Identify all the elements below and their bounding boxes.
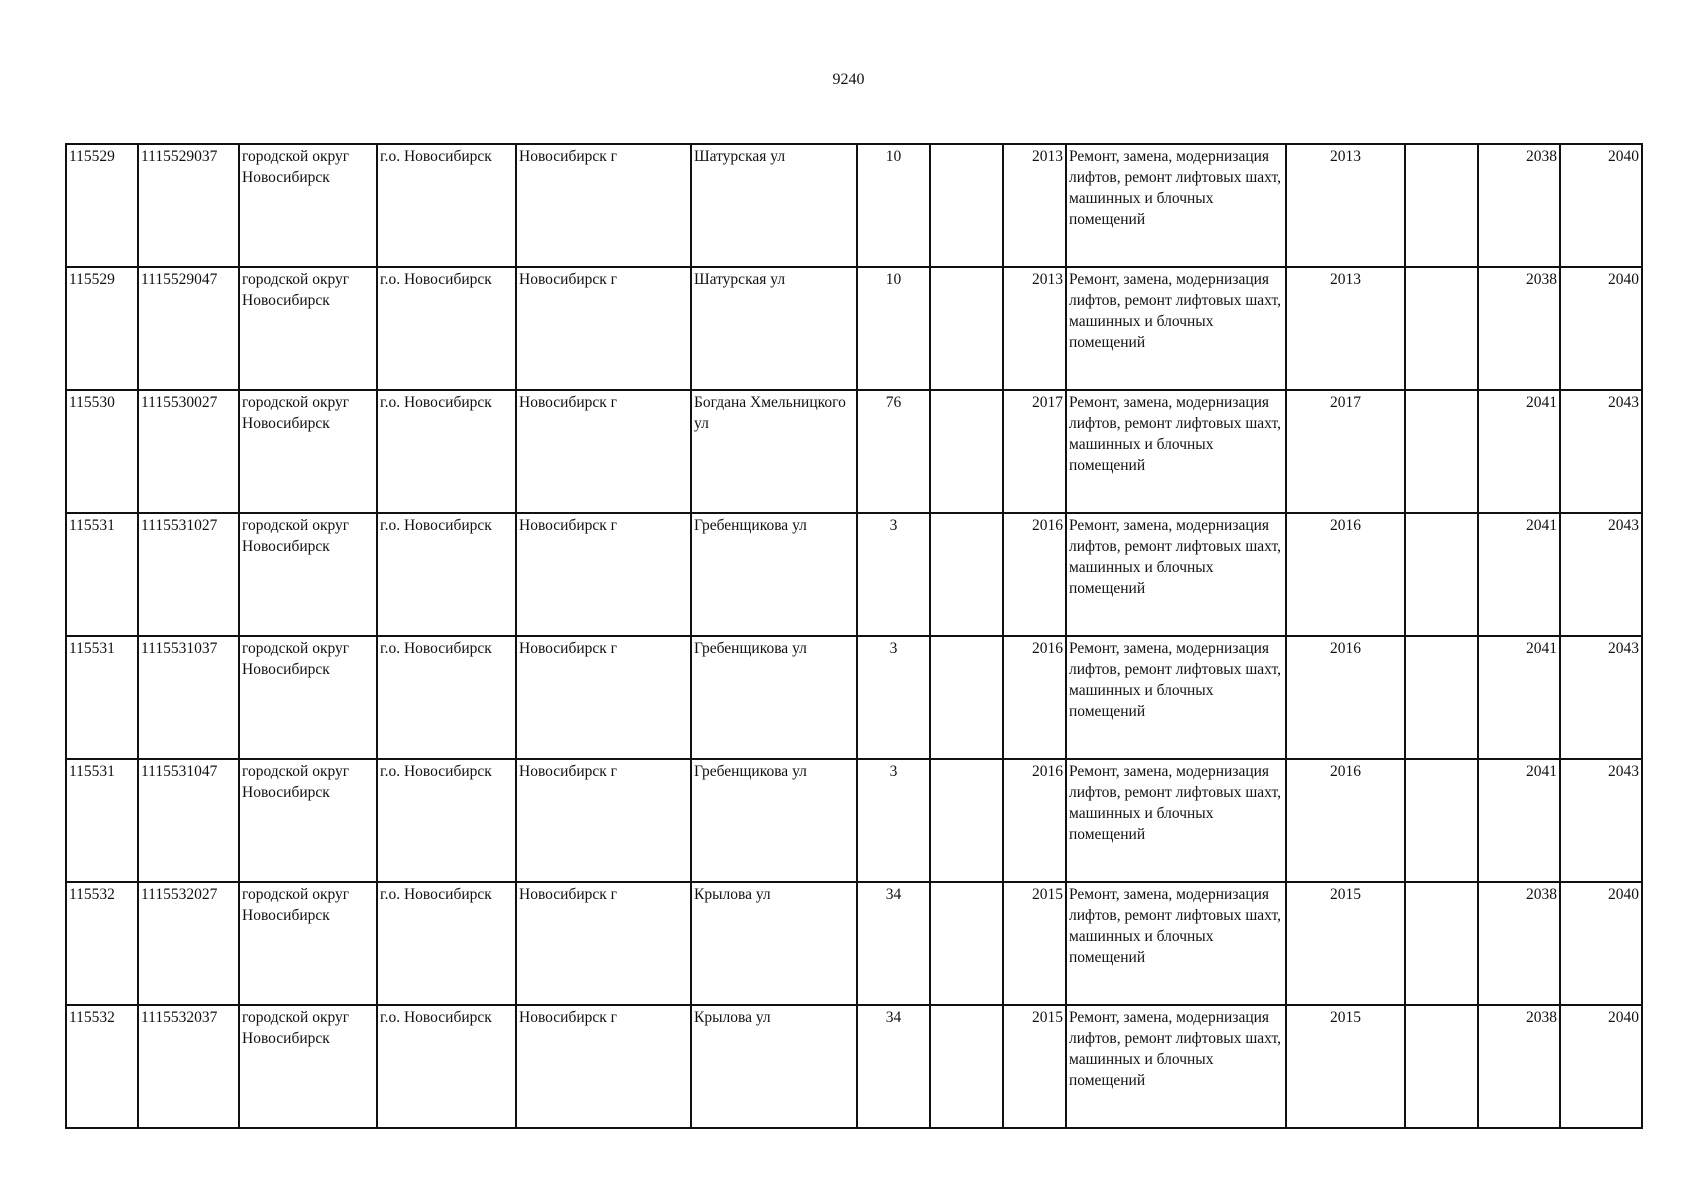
cell-blank xyxy=(1405,1005,1478,1128)
cell-id: 115529 xyxy=(66,144,138,267)
cell-extra xyxy=(930,636,1003,759)
registry-table-body xyxy=(66,144,1642,1128)
cell-code: 1115531037 xyxy=(138,636,239,759)
cell-street: Крылова ул xyxy=(691,1005,857,1128)
cell-blank xyxy=(1405,513,1478,636)
cell-city: Новосибирск г xyxy=(516,636,691,759)
cell-blank xyxy=(1405,390,1478,513)
cell-work: Ремонт, замена, модернизация лифтов, ремонт лифтовых шахт, машинных и блочных помещений xyxy=(1066,513,1286,636)
cell-year-last: 2016 xyxy=(1286,759,1405,882)
cell-house: 10 xyxy=(857,144,930,267)
cell-period-to: 2043 xyxy=(1560,759,1642,882)
cell-city: Новосибирск г xyxy=(516,759,691,882)
table-row xyxy=(66,1005,1642,1128)
cell-id: 115531 xyxy=(66,636,138,759)
cell-city: Новосибирск г xyxy=(516,1005,691,1128)
cell-period-from: 2038 xyxy=(1478,144,1560,267)
cell-period-from: 2041 xyxy=(1478,759,1560,882)
cell-district: г.о. Новосибирск xyxy=(377,390,516,513)
cell-year-last: 2017 xyxy=(1286,390,1405,513)
cell-year-built: 2015 xyxy=(1003,1005,1066,1128)
cell-municipality: городской округ Новосибирск xyxy=(239,144,377,267)
cell-district: г.о. Новосибирск xyxy=(377,1005,516,1128)
cell-year-last: 2013 xyxy=(1286,144,1405,267)
cell-period-to: 2043 xyxy=(1560,513,1642,636)
cell-year-built: 2015 xyxy=(1003,882,1066,1005)
cell-work: Ремонт, замена, модернизация лифтов, ремонт лифтовых шахт, машинных и блочных помещений xyxy=(1066,882,1286,1005)
table-row xyxy=(66,882,1642,1005)
cell-id: 115532 xyxy=(66,1005,138,1128)
cell-district: г.о. Новосибирск xyxy=(377,513,516,636)
cell-blank xyxy=(1405,144,1478,267)
cell-street: Шатурская ул xyxy=(691,267,857,390)
cell-year-built: 2016 xyxy=(1003,513,1066,636)
cell-district: г.о. Новосибирск xyxy=(377,882,516,1005)
cell-street: Гребенщикова ул xyxy=(691,636,857,759)
cell-year-built: 2016 xyxy=(1003,759,1066,882)
cell-code: 1115529037 xyxy=(138,144,239,267)
cell-extra xyxy=(930,267,1003,390)
table-row xyxy=(66,144,1642,267)
cell-house: 3 xyxy=(857,636,930,759)
cell-period-from: 2038 xyxy=(1478,267,1560,390)
cell-work: Ремонт, замена, модернизация лифтов, ремонт лифтовых шахт, машинных и блочных помещений xyxy=(1066,1005,1286,1128)
cell-district: г.о. Новосибирск xyxy=(377,636,516,759)
cell-municipality: городской округ Новосибирск xyxy=(239,390,377,513)
registry-table xyxy=(65,143,1643,1129)
page-number: 9240 xyxy=(832,71,865,88)
cell-house: 10 xyxy=(857,267,930,390)
cell-house: 3 xyxy=(857,513,930,636)
cell-house: 34 xyxy=(857,882,930,1005)
cell-house: 3 xyxy=(857,759,930,882)
cell-extra xyxy=(930,144,1003,267)
cell-extra xyxy=(930,513,1003,636)
cell-street: Богдана Хмельницкого ул xyxy=(691,390,857,513)
cell-city: Новосибирск г xyxy=(516,882,691,1005)
cell-year-built: 2017 xyxy=(1003,390,1066,513)
cell-code: 1115532037 xyxy=(138,1005,239,1128)
cell-street: Крылова ул xyxy=(691,882,857,1005)
cell-period-to: 2043 xyxy=(1560,390,1642,513)
cell-work: Ремонт, замена, модернизация лифтов, ремонт лифтовых шахт, машинных и блочных помещений xyxy=(1066,267,1286,390)
table-row xyxy=(66,513,1642,636)
table-row xyxy=(66,267,1642,390)
cell-blank xyxy=(1405,636,1478,759)
cell-blank xyxy=(1405,267,1478,390)
table-row xyxy=(66,636,1642,759)
cell-extra xyxy=(930,1005,1003,1128)
cell-id: 115532 xyxy=(66,882,138,1005)
cell-city: Новосибирск г xyxy=(516,390,691,513)
cell-code: 1115529047 xyxy=(138,267,239,390)
cell-code: 1115531047 xyxy=(138,759,239,882)
cell-year-last: 2015 xyxy=(1286,1005,1405,1128)
cell-street: Гребенщикова ул xyxy=(691,513,857,636)
cell-id: 115529 xyxy=(66,267,138,390)
cell-district: г.о. Новосибирск xyxy=(377,144,516,267)
cell-extra xyxy=(930,390,1003,513)
cell-period-from: 2038 xyxy=(1478,882,1560,1005)
cell-work: Ремонт, замена, модернизация лифтов, ремонт лифтовых шахт, машинных и блочных помещений xyxy=(1066,636,1286,759)
cell-house: 76 xyxy=(857,390,930,513)
cell-year-built: 2013 xyxy=(1003,144,1066,267)
cell-blank xyxy=(1405,882,1478,1005)
cell-blank xyxy=(1405,759,1478,882)
cell-municipality: городской округ Новосибирск xyxy=(239,1005,377,1128)
cell-municipality: городской округ Новосибирск xyxy=(239,759,377,882)
cell-period-to: 2040 xyxy=(1560,144,1642,267)
cell-extra xyxy=(930,759,1003,882)
cell-year-built: 2013 xyxy=(1003,267,1066,390)
cell-street: Шатурская ул xyxy=(691,144,857,267)
cell-period-to: 2043 xyxy=(1560,636,1642,759)
cell-municipality: городской округ Новосибирск xyxy=(239,882,377,1005)
cell-city: Новосибирск г xyxy=(516,513,691,636)
cell-code: 1115532027 xyxy=(138,882,239,1005)
cell-id: 115530 xyxy=(66,390,138,513)
cell-extra xyxy=(930,882,1003,1005)
cell-year-last: 2015 xyxy=(1286,882,1405,1005)
cell-id: 115531 xyxy=(66,759,138,882)
cell-code: 1115530027 xyxy=(138,390,239,513)
cell-municipality: городской округ Новосибирск xyxy=(239,513,377,636)
cell-work: Ремонт, замена, модернизация лифтов, ремонт лифтовых шахт, машинных и блочных помещений xyxy=(1066,144,1286,267)
cell-period-from: 2041 xyxy=(1478,390,1560,513)
cell-city: Новосибирск г xyxy=(516,144,691,267)
cell-municipality: городской округ Новосибирск xyxy=(239,267,377,390)
cell-period-from: 2038 xyxy=(1478,1005,1560,1128)
cell-street: Гребенщикова ул xyxy=(691,759,857,882)
table-row xyxy=(66,759,1642,882)
cell-period-from: 2041 xyxy=(1478,636,1560,759)
cell-house: 34 xyxy=(857,1005,930,1128)
cell-period-to: 2040 xyxy=(1560,267,1642,390)
cell-year-last: 2013 xyxy=(1286,267,1405,390)
cell-work: Ремонт, замена, модернизация лифтов, ремонт лифтовых шахт, машинных и блочных помещений xyxy=(1066,390,1286,513)
cell-period-to: 2040 xyxy=(1560,882,1642,1005)
cell-city: Новосибирск г xyxy=(516,267,691,390)
cell-code: 1115531027 xyxy=(138,513,239,636)
cell-district: г.о. Новосибирск xyxy=(377,759,516,882)
cell-year-last: 2016 xyxy=(1286,513,1405,636)
cell-period-to: 2040 xyxy=(1560,1005,1642,1128)
cell-district: г.о. Новосибирск xyxy=(377,267,516,390)
cell-year-built: 2016 xyxy=(1003,636,1066,759)
cell-period-from: 2041 xyxy=(1478,513,1560,636)
cell-year-last: 2016 xyxy=(1286,636,1405,759)
table-row xyxy=(66,390,1642,513)
cell-municipality: городской округ Новосибирск xyxy=(239,636,377,759)
cell-work: Ремонт, замена, модернизация лифтов, ремонт лифтовых шахт, машинных и блочных помещений xyxy=(1066,759,1286,882)
cell-id: 115531 xyxy=(66,513,138,636)
